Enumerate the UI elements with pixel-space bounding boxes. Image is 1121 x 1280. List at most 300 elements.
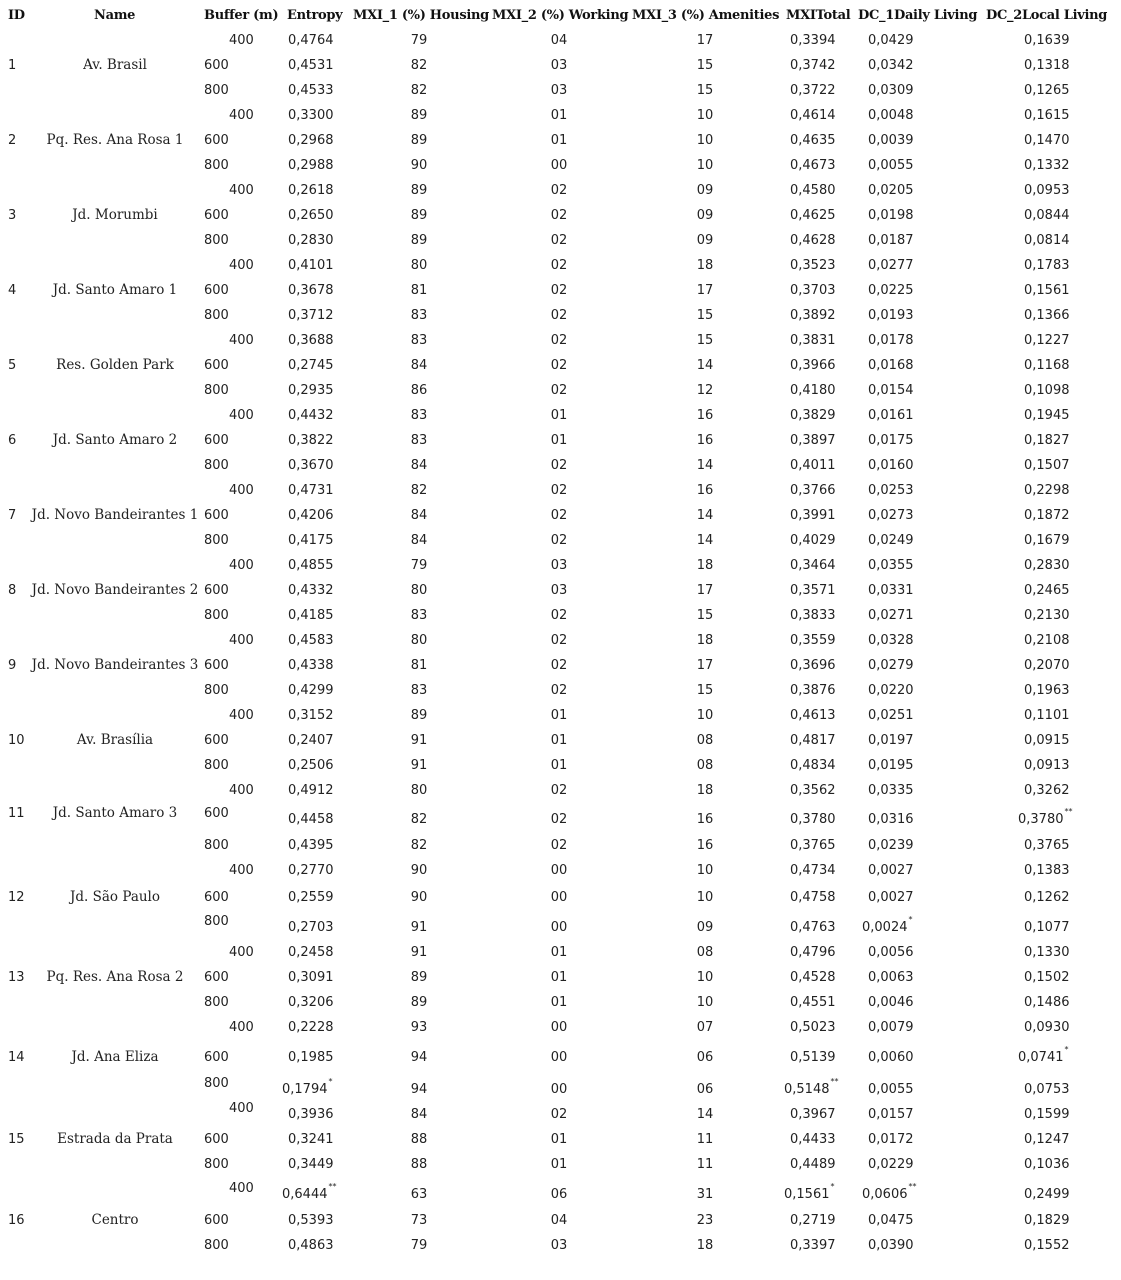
- table-row: [0, 58, 1121, 83]
- cell-value: 0,0187: [868, 233, 914, 248]
- cell-value: 0,4533: [288, 83, 334, 98]
- cell-value: 89: [410, 233, 428, 248]
- cell-value: 0,3449: [288, 1157, 334, 1172]
- cell-value: 18: [696, 258, 714, 273]
- table-row: [0, 608, 1121, 633]
- cell-mxi3: [686, 483, 724, 498]
- cell-id: 16: [8, 1213, 25, 1228]
- cell-value: 04: [550, 1213, 568, 1228]
- cell-mxitotal: [790, 308, 836, 323]
- cell-dc2: [1024, 433, 1070, 448]
- cell-value: 15: [696, 683, 714, 698]
- cell-value: 0,0225: [868, 283, 914, 298]
- cell-entropy: [288, 33, 334, 48]
- cell-name: Pq. Res. Ana Rosa 1: [46, 132, 184, 148]
- significance-marker: *: [830, 1182, 835, 1191]
- cell-dc1: [868, 133, 914, 148]
- cell-value: 0,3696: [790, 658, 836, 673]
- cell-buffer: 600: [204, 433, 229, 448]
- cell-value: 79: [410, 1238, 428, 1253]
- cell-mxitotal: [790, 733, 836, 748]
- cell-value: 0,2499: [1024, 1187, 1070, 1202]
- cell-entropy: [288, 945, 334, 960]
- cell-dc2: [1018, 807, 1073, 827]
- cell-mxitotal: [790, 970, 836, 985]
- cell-value: 08: [696, 945, 714, 960]
- cell-value: 00: [550, 863, 568, 878]
- cell-entropy: [288, 408, 334, 423]
- cell-entropy: [288, 283, 334, 298]
- cell-value: 0,2745: [288, 358, 334, 373]
- table-row: [0, 805, 1121, 837]
- cell-id: 5: [8, 358, 17, 373]
- cell-mxitotal: [790, 358, 836, 373]
- cell-mxi2: [540, 33, 578, 48]
- cell-value: 16: [696, 483, 714, 498]
- cell-id: 7: [8, 508, 17, 523]
- cell-value: 0,3765: [1024, 838, 1070, 853]
- cell-mxi2: [540, 1187, 578, 1202]
- cell-mxi3: [686, 83, 724, 98]
- cell-mxi1: [400, 233, 438, 248]
- table-row: [0, 970, 1121, 995]
- cell-entropy: [288, 683, 334, 698]
- cell-value: 04: [550, 33, 568, 48]
- cell-value: 17: [696, 583, 714, 598]
- cell-entropy: [288, 108, 334, 123]
- cell-value: 0,0205: [868, 183, 914, 198]
- cell-buffer: 800: [204, 683, 229, 698]
- cell-mxi1: [400, 758, 438, 773]
- cell-dc1: [868, 1082, 914, 1097]
- cell-dc1: [868, 890, 914, 905]
- cell-dc2: [1024, 758, 1070, 773]
- header-buffer: Buffer (m): [204, 8, 279, 23]
- cell-value: 0,0172: [868, 1132, 914, 1147]
- cell-value: 0,0390: [868, 1238, 914, 1253]
- cell-value: 0,1101: [1024, 708, 1070, 723]
- cell-mxi1: [400, 783, 438, 798]
- cell-value: 84: [410, 458, 428, 473]
- cell-entropy: [288, 433, 334, 448]
- cell-value: 02: [550, 783, 568, 798]
- cell-mxi3: [686, 1187, 724, 1202]
- cell-value: 79: [410, 558, 428, 573]
- cell-buffer: 400: [229, 1101, 254, 1116]
- cell-value: 83: [410, 683, 428, 698]
- cell-mxi3: [686, 283, 724, 298]
- cell-value: 0,0331: [868, 583, 914, 598]
- cell-dc1: [868, 633, 914, 648]
- cell-value: 08: [696, 758, 714, 773]
- cell-value: 0,1561: [784, 1187, 830, 1202]
- cell-mxitotal: [790, 83, 836, 98]
- cell-dc2: [1024, 533, 1070, 548]
- cell-mxi2: [540, 183, 578, 198]
- cell-entropy: [288, 133, 334, 148]
- cell-value: 0,3091: [288, 970, 334, 985]
- cell-entropy: [288, 383, 334, 398]
- cell-entropy: [288, 708, 334, 723]
- cell-mxi2: [540, 995, 578, 1010]
- cell-value: 02: [550, 838, 568, 853]
- cell-value: 01: [550, 758, 568, 773]
- cell-buffer: 600: [204, 658, 229, 673]
- cell-mxi2: [540, 483, 578, 498]
- table-row: [0, 583, 1121, 608]
- cell-value: 0,0055: [868, 1082, 914, 1097]
- table-row: [0, 133, 1121, 158]
- cell-mxi3: [686, 838, 724, 853]
- cell-value: 0,4332: [288, 583, 334, 598]
- cell-value: 00: [550, 1050, 568, 1065]
- cell-value: 83: [410, 308, 428, 323]
- table-row: [0, 508, 1121, 533]
- cell-value: 90: [410, 863, 428, 878]
- cell-value: 0,3876: [790, 683, 836, 698]
- cell-value: 00: [550, 920, 568, 935]
- table-row: [0, 863, 1121, 888]
- cell-mxitotal: [790, 1020, 836, 1035]
- cell-mxi3: [686, 970, 724, 985]
- cell-value: 0,3822: [288, 433, 334, 448]
- cell-mxi1: [400, 558, 438, 573]
- cell-value: 15: [696, 608, 714, 623]
- cell-buffer: 400: [229, 945, 254, 960]
- cell-value: 0,2458: [288, 945, 334, 960]
- cell-dc1: [868, 108, 914, 123]
- cell-mxi3: [686, 708, 724, 723]
- cell-mxitotal: [790, 158, 836, 173]
- cell-mxi2: [540, 533, 578, 548]
- cell-mxitotal: [790, 890, 836, 905]
- cell-value: 23: [696, 1213, 714, 1228]
- cell-entropy: [288, 970, 334, 985]
- cell-value: 0,0316: [868, 812, 914, 827]
- cell-value: 01: [550, 945, 568, 960]
- cell-mxitotal: [790, 333, 836, 348]
- cell-value: 0,4011: [790, 458, 836, 473]
- cell-value: 0,3206: [288, 995, 334, 1010]
- cell-id: 6: [8, 433, 17, 448]
- header-mxitotal: MXITotal: [786, 8, 851, 23]
- cell-mxitotal: [790, 995, 836, 1010]
- cell-value: 10: [696, 158, 714, 173]
- cell-buffer: 600: [204, 1132, 229, 1147]
- cell-mxitotal: [790, 58, 836, 73]
- cell-value: 06: [696, 1050, 714, 1065]
- cell-entropy: [288, 508, 334, 523]
- cell-value: 09: [696, 208, 714, 223]
- cell-buffer: 400: [229, 633, 254, 648]
- cell-mxitotal: [790, 33, 836, 48]
- cell-mxi3: [686, 890, 724, 905]
- cell-value: 0,4731: [288, 483, 334, 498]
- cell-id: 11: [8, 806, 25, 821]
- cell-value: 0,0271: [868, 608, 914, 623]
- cell-name: Res. Golden Park: [56, 357, 174, 373]
- cell-value: 02: [550, 333, 568, 348]
- cell-name: Centro: [91, 1212, 139, 1228]
- cell-mxi1: [400, 1132, 438, 1147]
- cell-value: 81: [410, 283, 428, 298]
- cell-id: 8: [8, 583, 17, 598]
- cell-value: 0,0229: [868, 1157, 914, 1172]
- cell-entropy: [288, 890, 334, 905]
- cell-value: 0,0063: [868, 970, 914, 985]
- cell-value: 0,3780: [790, 812, 836, 827]
- cell-mxi1: [400, 863, 438, 878]
- cell-mxi2: [540, 1213, 578, 1228]
- cell-value: 01: [550, 408, 568, 423]
- cell-mxi3: [686, 383, 724, 398]
- cell-mxi3: [686, 633, 724, 648]
- cell-mxitotal: [790, 433, 836, 448]
- cell-value: 02: [550, 483, 568, 498]
- cell-buffer: 600: [204, 508, 229, 523]
- cell-dc2: [1024, 383, 1070, 398]
- cell-mxi2: [540, 433, 578, 448]
- cell-entropy: [288, 838, 334, 853]
- cell-id: 13: [8, 970, 25, 985]
- cell-dc1: [862, 915, 913, 935]
- table-row: [0, 995, 1121, 1020]
- cell-value: 0,3766: [790, 483, 836, 498]
- cell-value: 82: [410, 812, 428, 827]
- cell-mxi2: [540, 890, 578, 905]
- cell-name: Jd. Ana Eliza: [71, 1049, 159, 1065]
- cell-value: 0,0239: [868, 838, 914, 853]
- cell-value: 0,0154: [868, 383, 914, 398]
- cell-value: 0,1502: [1024, 970, 1070, 985]
- cell-value: 06: [696, 1082, 714, 1097]
- header-dc2-local-living: DC_2Local Living: [986, 8, 1108, 23]
- cell-dc2: [1024, 838, 1070, 853]
- cell-value: 0,1872: [1024, 508, 1070, 523]
- cell-dc2: [1024, 945, 1070, 960]
- cell-dc1: [868, 408, 914, 423]
- cell-mxi3: [686, 33, 724, 48]
- cell-value: 0,0027: [868, 890, 914, 905]
- cell-value: 0,5023: [790, 1020, 836, 1035]
- cell-mxi1: [400, 208, 438, 223]
- cell-value: 02: [550, 358, 568, 373]
- cell-value: 79: [410, 33, 428, 48]
- cell-dc2: [1024, 508, 1070, 523]
- cell-value: 0,3722: [790, 83, 836, 98]
- cell-mxi2: [540, 358, 578, 373]
- cell-value: 0,0046: [868, 995, 914, 1010]
- cell-dc1: [868, 33, 914, 48]
- table-row: [0, 683, 1121, 708]
- cell-id: 2: [8, 133, 17, 148]
- cell-dc2: [1024, 308, 1070, 323]
- cell-value: 18: [696, 1238, 714, 1253]
- cell-value: 0,3936: [288, 1107, 334, 1122]
- cell-value: 10: [696, 708, 714, 723]
- cell-value: 0,3991: [790, 508, 836, 523]
- cell-dc1: [868, 333, 914, 348]
- cell-value: 82: [410, 83, 428, 98]
- cell-name: Jd. Santo Amaro 3: [52, 805, 178, 821]
- cell-value: 88: [410, 1132, 428, 1147]
- cell-value: 0,1332: [1024, 158, 1070, 173]
- cell-value: 0,3703: [790, 283, 836, 298]
- cell-value: 0,4432: [288, 408, 334, 423]
- cell-mxi1: [400, 258, 438, 273]
- cell-mxi3: [686, 508, 724, 523]
- cell-mxi2: [540, 308, 578, 323]
- cell-value: 0,3559: [790, 633, 836, 648]
- cell-mxi2: [540, 708, 578, 723]
- cell-mxi2: [540, 208, 578, 223]
- cell-mxitotal: [790, 133, 836, 148]
- cell-mxi1: [400, 683, 438, 698]
- cell-mxi3: [686, 358, 724, 373]
- cell-value: 0,2228: [288, 1020, 334, 1035]
- cell-entropy: [288, 558, 334, 573]
- cell-value: 10: [696, 995, 714, 1010]
- cell-value: 0,2559: [288, 890, 334, 905]
- cell-value: 0,2465: [1024, 583, 1070, 598]
- cell-mxi2: [540, 1050, 578, 1065]
- cell-mxi3: [686, 608, 724, 623]
- cell-mxi1: [400, 658, 438, 673]
- cell-value: 01: [550, 108, 568, 123]
- cell-value: 02: [550, 208, 568, 223]
- cell-value: 0,4489: [790, 1157, 836, 1172]
- cell-dc1: [868, 208, 914, 223]
- cell-value: 17: [696, 658, 714, 673]
- cell-value: 02: [550, 458, 568, 473]
- cell-mxitotal: [790, 533, 836, 548]
- cell-entropy: [288, 358, 334, 373]
- cell-value: 0,1227: [1024, 333, 1070, 348]
- cell-value: 0,4763: [790, 920, 836, 935]
- cell-buffer: 400: [229, 408, 254, 423]
- cell-value: 0,1366: [1024, 308, 1070, 323]
- cell-dc2: [1024, 83, 1070, 98]
- cell-entropy: [288, 458, 334, 473]
- cell-dc1: [868, 308, 914, 323]
- cell-dc1: [868, 233, 914, 248]
- cell-dc1: [868, 995, 914, 1010]
- cell-value: 10: [696, 108, 714, 123]
- cell-value: 09: [696, 920, 714, 935]
- header-id: ID: [8, 8, 25, 23]
- cell-value: 0,3712: [288, 308, 334, 323]
- cell-value: 0,4551: [790, 995, 836, 1010]
- cell-dc1: [868, 758, 914, 773]
- cell-value: 03: [550, 83, 568, 98]
- cell-value: 0,2070: [1024, 658, 1070, 673]
- cell-value: 0,0178: [868, 333, 914, 348]
- cell-value: 0,4175: [288, 533, 334, 548]
- cell-dc1: [868, 733, 914, 748]
- cell-buffer: 800: [204, 1238, 229, 1253]
- cell-value: 0,0328: [868, 633, 914, 648]
- cell-value: 06: [550, 1187, 568, 1202]
- cell-name: Jd. Santo Amaro 2: [52, 432, 178, 448]
- cell-dc1: [868, 558, 914, 573]
- cell-value: 0,3571: [790, 583, 836, 598]
- cell-value: 0,4580: [790, 183, 836, 198]
- cell-value: 01: [550, 733, 568, 748]
- header-entropy: Entropy: [287, 8, 343, 23]
- cell-mxitotal: [790, 208, 836, 223]
- cell-id: 15: [8, 1132, 25, 1147]
- table-row: [0, 108, 1121, 133]
- cell-entropy: [288, 58, 334, 73]
- cell-buffer: 400: [229, 483, 254, 498]
- cell-value: 0,3833: [790, 608, 836, 623]
- cell-value: 0,1486: [1024, 995, 1070, 1010]
- cell-dc2: [1024, 783, 1070, 798]
- cell-buffer: 800: [204, 758, 229, 773]
- cell-dc1: [868, 1050, 914, 1065]
- header-mxi3-amenities: MXI_3 (%) Amenities: [632, 8, 780, 23]
- cell-value: 91: [410, 945, 428, 960]
- cell-dc2: [1024, 283, 1070, 298]
- cell-buffer: 600: [204, 283, 229, 298]
- cell-dc1: [868, 433, 914, 448]
- cell-mxi1: [400, 708, 438, 723]
- cell-mxi2: [540, 970, 578, 985]
- cell-value: 01: [550, 433, 568, 448]
- cell-mxi3: [686, 1050, 724, 1065]
- cell-entropy: [288, 920, 334, 935]
- table-row: [0, 233, 1121, 258]
- cell-entropy: [288, 608, 334, 623]
- cell-value: 0,4863: [288, 1238, 334, 1253]
- cell-value: 80: [410, 633, 428, 648]
- table-row: [0, 558, 1121, 583]
- cell-dc2: [1024, 583, 1070, 598]
- cell-value: 94: [410, 1082, 428, 1097]
- cell-dc2: [1024, 1187, 1070, 1202]
- cell-value: 0,0220: [868, 683, 914, 698]
- cell-value: 0,4625: [790, 208, 836, 223]
- cell-value: 0,1265: [1024, 83, 1070, 98]
- cell-mxi3: [686, 812, 724, 827]
- cell-value: 0,0060: [868, 1050, 914, 1065]
- cell-entropy: [288, 183, 334, 198]
- cell-buffer: 800: [204, 233, 229, 248]
- cell-mxi2: [540, 558, 578, 573]
- cell-mxi1: [400, 508, 438, 523]
- cell-dc2: [1024, 733, 1070, 748]
- cell-value: 73: [410, 1213, 428, 1228]
- header-mxi1-housing: MXI_1 (%) Housing: [353, 8, 489, 23]
- cell-buffer: 600: [204, 58, 229, 73]
- cell-value: 01: [550, 133, 568, 148]
- cell-value: 0,0198: [868, 208, 914, 223]
- cell-value: 0,3742: [790, 58, 836, 73]
- cell-value: 02: [550, 633, 568, 648]
- cell-mxi1: [400, 945, 438, 960]
- cell-entropy: [288, 258, 334, 273]
- cell-dc1: [868, 158, 914, 173]
- cell-mxitotal: [790, 583, 836, 598]
- cell-dc2: [1024, 1213, 1070, 1228]
- cell-entropy: [288, 333, 334, 348]
- cell-value: 02: [550, 683, 568, 698]
- cell-mxi3: [686, 920, 724, 935]
- cell-entropy: [288, 733, 334, 748]
- cell-mxitotal: [784, 1182, 835, 1202]
- cell-value: 0,4101: [288, 258, 334, 273]
- cell-value: 89: [410, 208, 428, 223]
